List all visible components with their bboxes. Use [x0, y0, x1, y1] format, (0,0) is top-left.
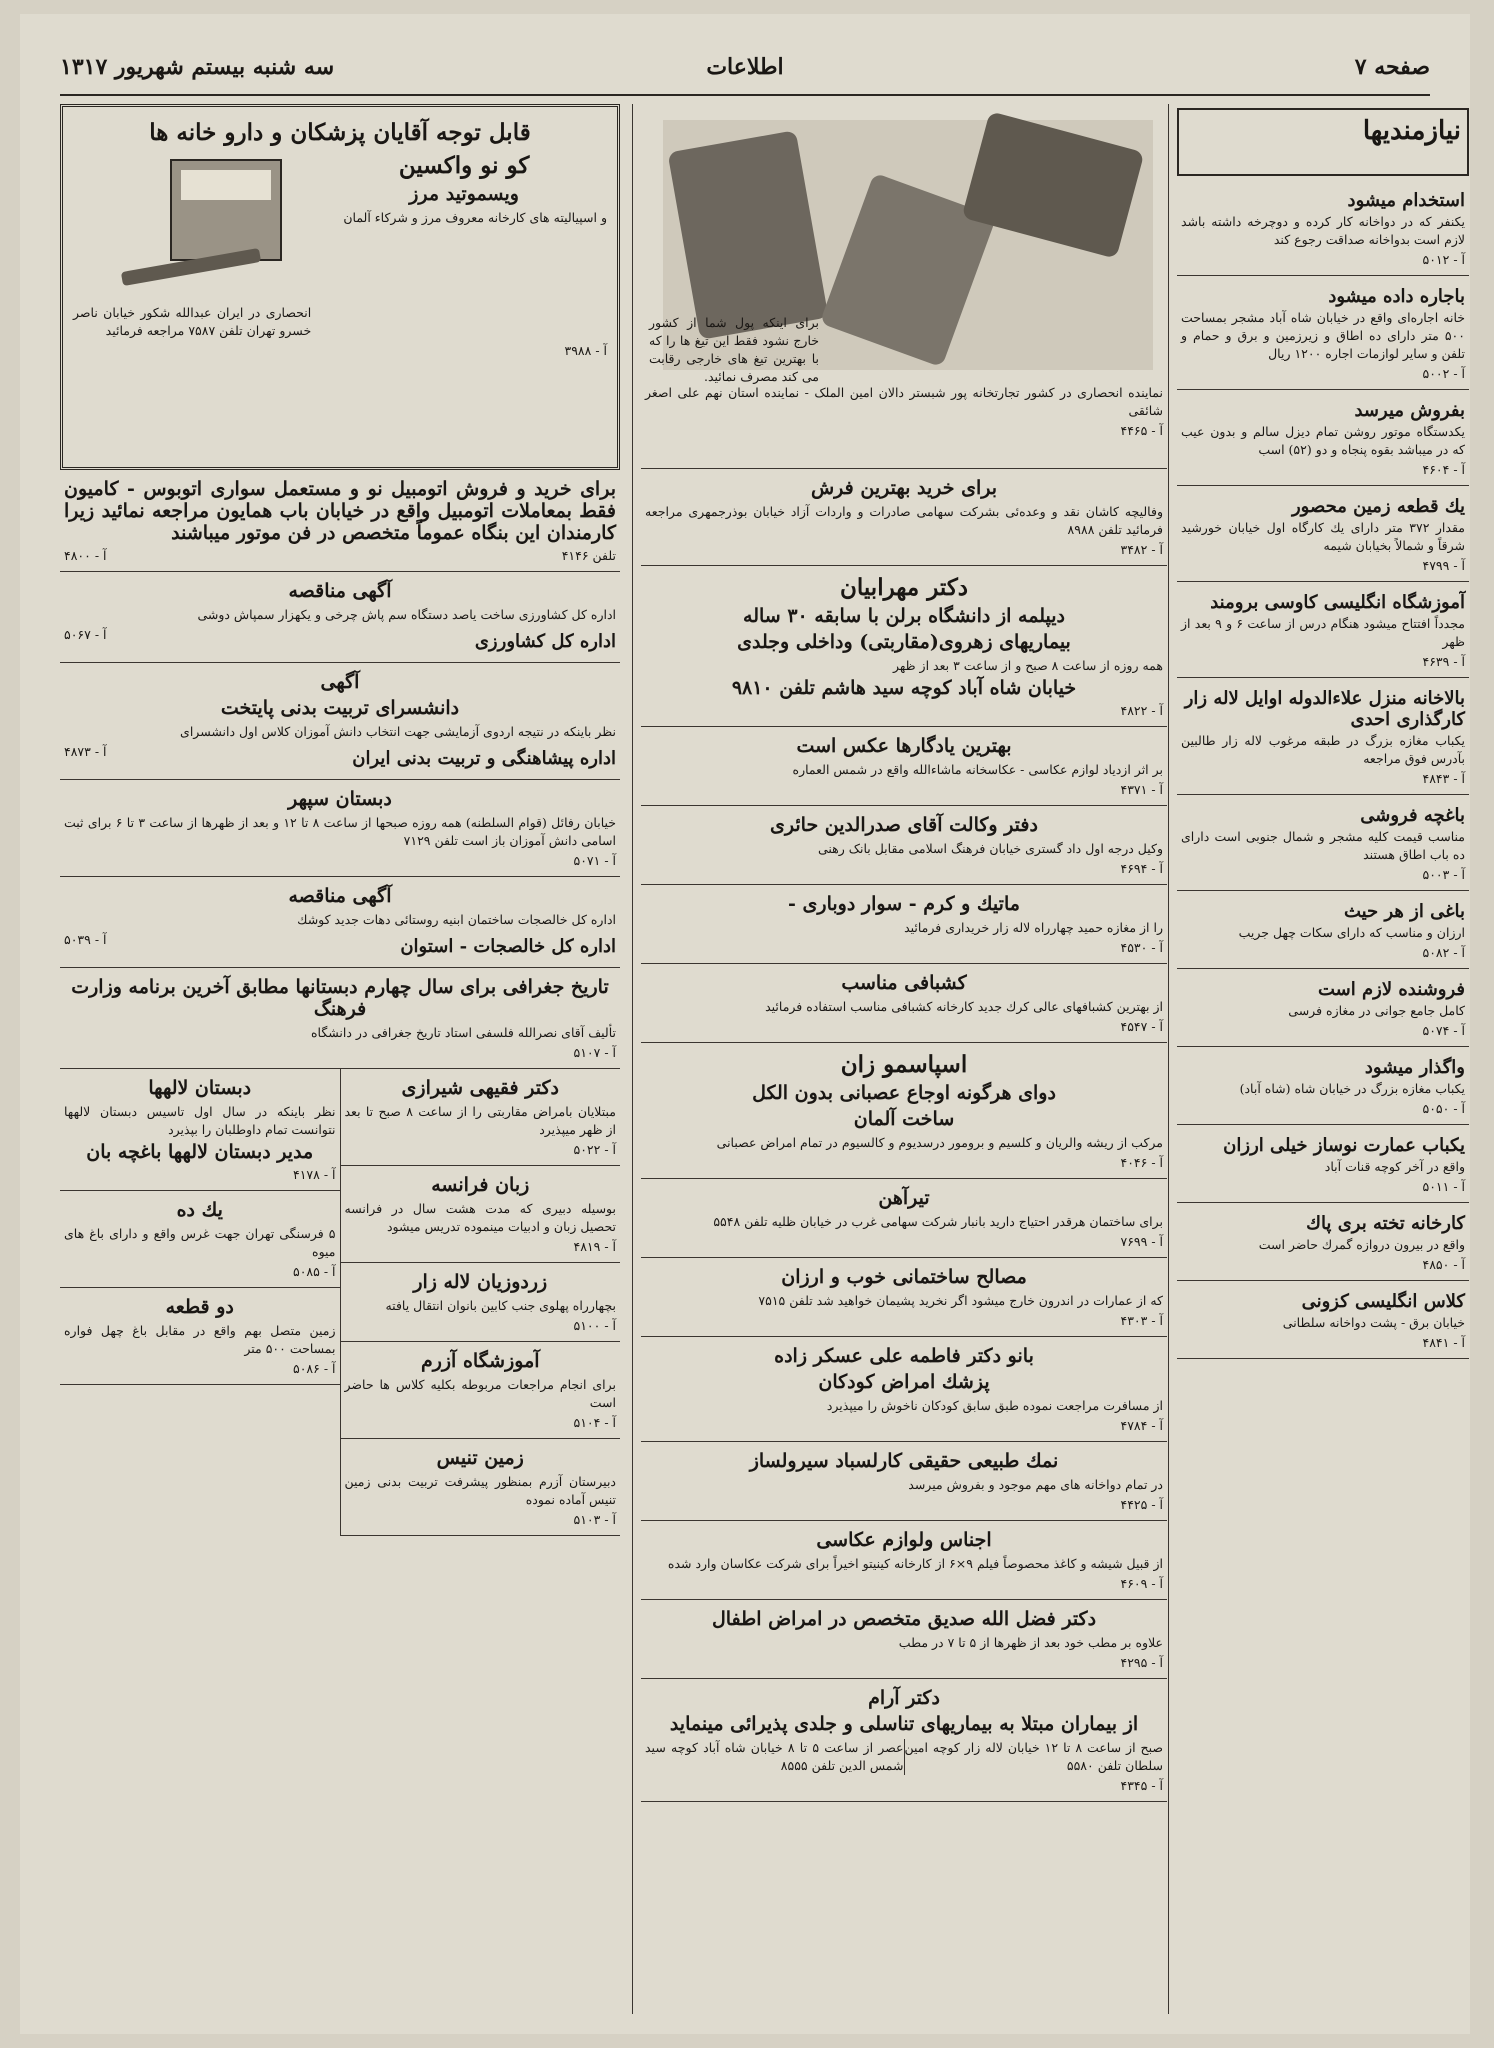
ad-code: آ - ۵۰۶۷: [64, 627, 107, 642]
ad-code: آ - ۴۴۲۵: [1120, 1497, 1163, 1512]
ad-heading: باغچه فروشی: [1360, 805, 1465, 826]
ad-code: آ - ۵۰۸۲: [1422, 945, 1465, 960]
ad-footer: [1181, 1023, 1465, 1038]
newspaper-page: [20, 14, 1470, 2034]
ad-code: آ - ۴۳۷۱: [1120, 782, 1163, 797]
ad-title: تیرآهن: [878, 1187, 930, 1209]
sepehr-school-ad: [60, 780, 620, 877]
ad-address: خیابان شاه آباد کوچه سید هاشم تلفن ۹۸۱۰: [731, 677, 1077, 699]
ad-body: یکباب مغازه بزرگ در خیابان شاه (شاه آباد): [1239, 1081, 1465, 1096]
ad-subtitle: ساخت آلمان: [853, 1108, 955, 1130]
ad-body: بوسیله دبیری که مدت هشت سال در فرانسه تحصیل زبان و ادبیات مینموده تدریس میشود: [344, 1201, 616, 1234]
ad-body: یکدستگاه موتور روشن تمام دیزل سالم و بدون عیب که در میباشد بقوه پنجاه و دو (۵۲) اسب: [1181, 424, 1465, 457]
ad-code: آ - ۵۱۰۳: [573, 1512, 616, 1527]
ad-footer: [1181, 867, 1465, 882]
ad-body: از قبیل شیشه و کاغذ محصوصاً فیلم ۹×۶ از کارخانه کینیتو اخیراً برای شرکت عکاسان وارد شده: [667, 1556, 1163, 1571]
ad-heading: کلاس انگلیسی کزونی: [1301, 1291, 1465, 1312]
ad-body: اداره کل خالصجات ساختمان ابنیه روستائی دهات جدید کوشك: [297, 912, 616, 927]
azarm-school-ad: [341, 1342, 621, 1439]
ad-title: آگهی مناقصه: [288, 885, 392, 907]
pharmaceutical-ad: [60, 104, 620, 470]
photo-studio-ad: [641, 727, 1167, 806]
ad-heading: آموزشگاه انگلیسی کاوسی برومند: [1210, 592, 1465, 613]
ad-footer: [345, 1415, 617, 1430]
ad-heading: یکباب عمارت نوساز خیلی ارزان: [1223, 1135, 1465, 1156]
ad-signature: اداره کل خالصجات - استوان: [400, 936, 616, 957]
ad-agent: انحصاری در ایران عبدالله شکور خیابان ناصر خسرو تهران تلفن ۷۵۸۷ مراجعه فرمائید: [73, 305, 312, 338]
ad-code: آ - ۴۶۰۹: [1120, 1576, 1163, 1591]
ad-heading: کارخانه تخته بری پاك: [1306, 1213, 1465, 1234]
pediatrician-ad: [641, 1337, 1167, 1442]
ad-body: برای ساختمان هرقدر احتیاج دارید بانبار شرکت سهامی غرب در خیابان ظلیه تلفن ۵۵۴۸: [713, 1214, 1163, 1229]
doctor-mehrabian-ad: [641, 566, 1167, 727]
lala-school-ad: [60, 1069, 340, 1191]
geography-book-ad: [60, 968, 620, 1069]
ad-footer: [1181, 366, 1465, 381]
page-header: [60, 44, 1430, 96]
ad-footer: [645, 1313, 1163, 1328]
ad-code: آ - ۴۰۴۶: [1120, 1155, 1163, 1170]
ad-code: آ - ۴۷۹۹: [1422, 558, 1465, 573]
ad-subtitle: بیماریهای زهروی(مقاربتی) وداخلی وجلدی: [737, 631, 1071, 653]
doctor-aram-ad: [641, 1679, 1167, 1802]
ad-title: دکتر فضل الله صدیق متخصص در امراض اطفال: [711, 1608, 1097, 1630]
ad-code: آ - ۴۲۹۵: [1120, 1655, 1163, 1670]
ad-footer: [64, 932, 616, 959]
ad-code: آ - ۴۴۶۵: [1120, 423, 1163, 438]
ad-body: بچهارراه پهلوی جنب کابین بانوان انتقال یافته: [385, 1298, 616, 1313]
embroiderers-ad: [341, 1263, 621, 1342]
ad-body: ارزان و مناسب که دارای سکات چهل جریب: [1238, 925, 1465, 940]
photo-supplies-ad: [641, 1521, 1167, 1600]
ad-body: نظر باینکه در نتیجه اردوی آزمایشی جهت انتخاب دانش آموزان کلاس اول دانشسرای: [180, 724, 616, 739]
ad-footer: [1181, 252, 1465, 267]
ad-heading: بفروش میرسد: [1354, 400, 1465, 421]
village-sale-ad: [60, 1191, 340, 1288]
ad-code: آ - ۴۸۴۳: [1422, 771, 1465, 786]
ad-code: آ - ۴۸۵۰: [1422, 1257, 1465, 1272]
classified-ad: [1177, 678, 1469, 795]
carpet-ad: [641, 469, 1167, 566]
ad-footer: [645, 423, 1163, 438]
classified-ad: [1177, 1281, 1469, 1359]
classified-ad: [1177, 891, 1469, 969]
ad-body: ۵ فرسنگی تهران جهت غرس واقع و دارای باغ های میوه: [64, 1226, 336, 1259]
tennis-court-ad: [341, 1439, 621, 1536]
ad-title: آموزشگاه آزرم: [420, 1350, 540, 1372]
page-number: صفحه ۷: [1354, 54, 1430, 80]
product-name: کو نو واکسین: [398, 152, 530, 179]
spasmosan-ad: [641, 1043, 1167, 1179]
ad-body: که از عمارات در اندرون خارج میشود اگر نخرید پشیمان خواهید شد تلفن ۷۵۱۵: [758, 1293, 1163, 1308]
ad-body: مجدداً افتتاح میشود هنگام درس از ساعت ۶ و ۹ بعد از ظهر: [1181, 616, 1465, 649]
ad-footer: [645, 1418, 1163, 1433]
ad-code: آ - ۳۴۸۲: [1120, 542, 1163, 557]
classified-ad: [1177, 1125, 1469, 1203]
ad-footer: [645, 861, 1163, 876]
doctor-faghihi-ad: [341, 1069, 621, 1166]
cosmetics-ad: [641, 885, 1167, 964]
classified-ad: [1177, 1047, 1469, 1125]
small-ads-grid: [60, 1069, 620, 1536]
ad-footer: [645, 703, 1163, 718]
hours-columns: [645, 1739, 1163, 1775]
ad-code: آ - ۵۰۰۲: [1422, 366, 1465, 381]
ad-subtitle: پزشك امراض کودکان: [818, 1371, 990, 1393]
ad-heading: بالاخانه منزل علاءالدوله اوایل لاله زار کارگذاری احدی: [1184, 688, 1465, 730]
ad-code: آ - ۵۰۰۳: [1422, 867, 1465, 882]
ad-footer: [64, 1361, 336, 1376]
ad-body: کامل جامع جوانی در مغازه فرسی: [1288, 1003, 1465, 1018]
ad-footer: [1181, 771, 1465, 786]
ad-footer: [64, 853, 616, 868]
ad-footer: [1181, 654, 1465, 669]
ad-body: برای خرید و فروش اتومبیل نو و مستعمل سواری اتوبوس - کامیون فقط بمعاملات اتومبیل واقع در خیابان باب همایون مراجعه نمائید زیرا کارمندان این بنگاه عموماً متخصص در فن موتور میباشند: [64, 478, 616, 544]
ad-title: قابل توجه آقایان پزشکان و دارو خانه ها: [149, 119, 531, 146]
medicine-box-illustration: [111, 150, 311, 300]
ad-footer: [64, 1264, 336, 1279]
ad-footer: [645, 782, 1163, 797]
ad-subtitle: دانشسرای تربیت بدنی پایتخت: [220, 697, 460, 719]
ad-title: دبستان لالهها: [148, 1077, 252, 1099]
classifieds-column: [1168, 104, 1469, 2014]
left-column: [60, 104, 620, 2014]
ad-footer: [645, 1576, 1163, 1591]
building-materials-ad: [641, 1258, 1167, 1337]
classified-ad: [1177, 1203, 1469, 1281]
ad-body: و اسپیالیته های کارخانه معروف مرز و شرکاء آلمان: [343, 210, 607, 225]
lawyer-ad: [641, 806, 1167, 885]
ad-title: دکتر فقیهی شیرازی: [401, 1077, 559, 1099]
ad-title: بهترین یادگارها عکس است: [796, 735, 1012, 757]
iron-beam-ad: [641, 1179, 1167, 1258]
ad-footer: [645, 1019, 1163, 1034]
ad-title: کشبافی مناسب: [841, 972, 967, 994]
classified-ad: [1177, 486, 1469, 582]
ad-body: یکباب مغازه بزرگ در طبقه مرغوب لاله زار طالبین بآدرس فوق مراجعه: [1181, 733, 1465, 766]
ad-title: دفتر وکالت آقای صدرالدین حائری: [770, 814, 1038, 836]
ad-body: خیابان برق - پشت دواخانه سلطانی: [1282, 1315, 1465, 1330]
ad-heading: یك قطعه زمین محصور: [1291, 496, 1465, 517]
ad-code: آ - ۴۶۹۴: [1120, 861, 1163, 876]
ad-body: را از مغازه حمید چهارراه لاله زار خریداری فرمائید: [904, 920, 1163, 935]
ad-code: آ - ۴۵۳۰: [1120, 940, 1163, 955]
ad-heading: باجاره داده میشود: [1328, 286, 1465, 307]
newspaper-name: اطلاعات: [706, 54, 784, 80]
ad-body: اداره کل کشاورزی ساخت یاصد دستگاه سم پاش چرخی و یکهزار سمپاش دوشی: [197, 607, 616, 622]
ad-body: علاوه بر مطب خود بعد از ظهرها از ۵ تا ۷ در مطب: [898, 1635, 1163, 1650]
ad-heading: فروشنده لازم است: [1317, 979, 1465, 1000]
ad-title: زردوزیان لاله زار: [413, 1271, 548, 1293]
ad-footer: [645, 1655, 1163, 1670]
ad-body: خیابان رفائل (قوام السلطنه) همه روزه صبحها از ساعت ۸ تا ۱۲ و بعد از ظهرها از ساعت ۳ تا ۶ برای ثبت اسامی دانش آموزان باز است تلفن ۷۱۲۹: [64, 815, 617, 848]
ad-code: آ - ۵۱۰۷: [573, 1045, 616, 1060]
ad-title: دبستان سپهر: [288, 788, 392, 810]
ad-body: مبتلایان بامراض مقاربتی را از ساعت ۸ صبح تا بعد از ظهر میپذیرد: [344, 1104, 616, 1137]
ad-code: آ - ۵۰۱۱: [1422, 1179, 1465, 1194]
ad-title: دکتر آرام: [868, 1687, 940, 1709]
ad-body: وفالیچه کاشان نقد و وعده‌ئی بشرکت سهامی صادرات و واردات آزاد خیابان بوذرجمهری مراجعه فرمائید تلفن ۸۹۸۸: [645, 504, 1163, 537]
ad-footer: [1181, 1335, 1465, 1350]
ad-heading: استخدام میشود: [1347, 190, 1465, 211]
ad-code: آ - ۴۸۲۲: [1120, 703, 1163, 718]
ad-title: اجناس ولوازم عکاسی: [816, 1529, 992, 1551]
ad-footer: [345, 1318, 617, 1333]
ad-footer: [645, 1778, 1163, 1793]
ad-body: دبیرستان آزرم بمنظور پیشرفت تربیت بدنی زمین تنیس آماده نموده: [344, 1474, 616, 1507]
ad-footer: [64, 1167, 336, 1182]
ad-footer: [645, 940, 1163, 955]
razor-agency: نماینده انحصاری در کشور تجارتخانه پور شبستر دالان امین الملک - نماینده استان نهم علی اصغر شائقی: [645, 385, 1163, 418]
ad-code: آ - ۵۰۳۹: [64, 932, 107, 947]
ad-body: همه روزه از ساعت ۸ صبح و از ساعت ۳ بعد از ظهر: [892, 658, 1163, 673]
ad-code: آ - ۴۸۴۱: [1422, 1335, 1465, 1350]
ad-subtitle: دوای هرگونه اوجاع عصبانی بدون الکل: [752, 1082, 1056, 1104]
ad-code: آ - ۵۰۷۱: [573, 853, 616, 868]
ad-title: نمك طبیعی حقیقی کارلسباد سیرولساز: [749, 1450, 1059, 1472]
ad-body: زمین متصل بهم واقع در مقابل باغ چهل فواره بمساحت ۵۰۰ متر: [64, 1323, 336, 1356]
ad-footer: [645, 1155, 1163, 1170]
ad-title: بانو دکتر فاطمه علی عسکر زاده: [774, 1345, 1034, 1367]
ad-footer: [64, 1045, 616, 1060]
ad-body: یکنفر که در دواخانه کار کرده و دوچرخه داشته باشد لازم است بدواخانه صداقت رجوع کند: [1181, 214, 1465, 247]
ad-code: آ - ۵۰۸۵: [292, 1264, 336, 1279]
ad-footer: [1181, 945, 1465, 960]
ad-footer: [345, 1142, 617, 1157]
ad-code: آ - ۴۳۰۳: [1120, 1313, 1163, 1328]
ad-footer: [345, 1512, 617, 1527]
ad-body: مرکب از ریشه والریان و کلسیم و برومور درسدیوم و کالسیوم در تمام امراض عصبانی: [716, 1135, 1163, 1150]
ad-footer: [1181, 1101, 1465, 1116]
ad-footer: [64, 627, 616, 654]
children-doctor-ad: [641, 1600, 1167, 1679]
ad-code: آ - ۵۰۷۴: [1422, 1023, 1465, 1038]
ad-body: مناسب قیمت کلیه مشجر و شمال جنوبی است دارای ده باب اطاق هستند: [1181, 829, 1465, 862]
ad-code: آ - ۵۰۸۶: [292, 1361, 336, 1376]
ad-footer: [1181, 462, 1465, 477]
ad-body: از مسافرت مراجعت نموده طبق سابق کودکان ناخوش را میپذیرد: [826, 1398, 1163, 1413]
ad-title: تاریخ جغرافی برای سال چهارم دبستانها مطابق آخرین برنامه وزارت فرهنگ: [71, 976, 609, 1020]
middle-column: [632, 104, 1175, 2014]
ad-body: برای انجام مراجعات مربوطه بکلیه کلاس ها حاضر است: [344, 1377, 616, 1410]
ad-title: یك ده: [176, 1199, 223, 1221]
classified-ad: [1177, 180, 1469, 276]
classifieds-title: نیازمندیها: [1177, 108, 1469, 176]
ad-code: آ - ۴۵۴۷: [1120, 1019, 1163, 1034]
ad-code: آ - ۳۹۸۸: [564, 343, 607, 358]
ad-body: وکیل درجه اول داد گستری خیابان فرهنگ اسلامی مقابل بانک رهنی: [817, 841, 1163, 856]
ad-footer: [64, 548, 616, 563]
classified-ad: [1177, 582, 1469, 678]
ad-body: در تمام دواخانه های مهم موجود و بفروش میرسد: [908, 1477, 1163, 1492]
ad-body: نظر باینکه در سال اول تاسیس دبستان لالهها نتوانست تمام داوطلبان را بپذیرد: [64, 1104, 336, 1137]
ad-body: بر اثر ازدیاد لوازم عکاسی - عکاسخانه ماشاءالله واقع در شمس العماره: [792, 762, 1163, 777]
ad-code: آ - ۴۶۳۹: [1422, 654, 1465, 669]
ad-body: تألیف آقای نصرالله فلسفی استاد تاریخ جغرافی در دانشگاه: [311, 1025, 616, 1040]
ad-code: آ - ۵۱۰۴: [573, 1415, 616, 1430]
razor-blade-ad: [641, 104, 1167, 469]
ad-heading: باغی از هر حیث: [1343, 901, 1465, 922]
ad-footer: [73, 343, 607, 358]
ad-signature: اداره پیشاهنگی و تربیت بدنی ایران: [352, 748, 616, 769]
ad-code: آ - ۴۷۸۴: [1120, 1418, 1163, 1433]
physical-education-ad: [60, 663, 620, 780]
ad-code: آ - ۴۶۰۴: [1422, 462, 1465, 477]
ad-body: واقع در آخر کوچه قنات آباد: [1324, 1159, 1465, 1174]
evening-hours: عصر از ساعت ۵ تا ۸ خیابان شاه آباد کوچه سید شمس الدین تلفن ۸۵۵۵: [645, 1740, 904, 1773]
ad-code: آ - ۴۳۴۵: [1120, 1778, 1163, 1793]
ad-body: از بهترین کشبافهای عالی کرك جدید کارخانه کشبافی مناسب استفاده فرمائید: [765, 999, 1163, 1014]
ad-body: خانه اجاره‌ای واقع در خیابان شاه آباد مشجر بمساحت ۵۰۰ متر دارای ده اطاق و زیرزمین و برق و حمام و تلفن و سایر لوازمات اجاره ۱۲۰۰ ریال: [1181, 310, 1465, 361]
ad-code: آ - ۴۸۰۰: [64, 548, 107, 563]
carlsbad-salt-ad: [641, 1442, 1167, 1521]
ad-title: آگهی مناقصه: [288, 580, 392, 602]
ad-code: آ - ۵۰۲۲: [573, 1142, 616, 1157]
ad-title: مصالح ساختمانی خوب و ارزان: [781, 1266, 1027, 1288]
ad-footer: [645, 1234, 1163, 1249]
tender-crown-lands-ad: [60, 877, 620, 968]
ad-code: آ - ۵۱۰۰: [573, 1318, 616, 1333]
ad-title: برای خرید بهترین فرش: [810, 477, 998, 499]
morning-hours: صبح از ساعت ۸ تا ۱۲ خیابان لاله زار کوچه امین سلطان تلفن ۵۵۸۰: [904, 1740, 1164, 1773]
razor-caption: برای اینکه پول شما از کشور خارج نشود فقط این تیغ ها را که با بهترین تیغ های خارجی رقابت می کند مصرف نمائید.: [649, 315, 819, 384]
medicine-box-icon: [171, 160, 281, 260]
ad-footer: [645, 1497, 1163, 1512]
ad-heading: واگذار میشود: [1364, 1057, 1465, 1078]
classified-ad: [1177, 390, 1469, 486]
ad-code: آ - ۵۰۵۰: [1422, 1101, 1465, 1116]
ad-code: آ - ۴۸۱۹: [573, 1239, 616, 1254]
ad-code: آ - ۴۱۷۸: [292, 1167, 336, 1182]
french-lessons-ad: [341, 1166, 621, 1263]
ad-footer: [345, 1239, 617, 1254]
classified-ad: [1177, 276, 1469, 390]
ad-body: مقدار ۳۷۲ متر دارای یك کارگاه اول خیابان خورشید شرقاً و شمالاً بخیابان شیمه: [1181, 520, 1465, 553]
ad-signature: اداره کل کشاورزی: [474, 631, 616, 652]
ad-code: آ - ۴۸۷۳: [64, 744, 107, 759]
classified-ad: [1177, 795, 1469, 891]
ad-title: زبان فرانسه: [431, 1174, 530, 1196]
ad-title: زمین تنیس: [436, 1447, 524, 1469]
ad-subtitle: دیپلمه از دانشگاه برلن با سابقه ۳۰ ساله: [743, 605, 1065, 627]
tender-agriculture-ad: [60, 572, 620, 663]
product-subtitle: ویسموتید مرز: [409, 183, 519, 205]
ad-footer: [1181, 1257, 1465, 1272]
issue-date: سه شنبه بیستم شهریور ۱۳۱۷: [60, 54, 335, 80]
ad-signature: مدیر دبستان لالهها باغچه بان: [86, 1141, 314, 1163]
ad-body: واقع در بیرون دروازه گمرك حاضر است: [1258, 1237, 1465, 1252]
automobile-ad: [60, 470, 620, 572]
ad-phone: تلفن ۴۱۴۶: [561, 548, 616, 563]
ad-title: اسپاسمو زان: [840, 1051, 968, 1078]
ad-footer: [1181, 1179, 1465, 1194]
classified-ad: [1177, 969, 1469, 1047]
ad-body: از بیماران مبتلا به بیماریهای تناسلی و جلدی پذیرائی مینماید: [669, 1713, 1139, 1735]
ad-title: آگهی: [320, 671, 360, 693]
land-plots-ad: [60, 1288, 340, 1385]
ad-footer: [645, 542, 1163, 557]
ad-title: دکتر مهرابیان: [839, 574, 969, 601]
ad-footer: [1181, 558, 1465, 573]
knitwear-ad: [641, 964, 1167, 1043]
ad-title: ماتیك و کرم - سوار دوباری -: [788, 893, 1020, 915]
ad-footer: [64, 744, 616, 771]
ad-code: آ - ۵۰۱۲: [1422, 252, 1465, 267]
ad-title: دو قطعه: [165, 1296, 234, 1318]
ad-code: آ - ۷۶۹۹: [1120, 1234, 1163, 1249]
